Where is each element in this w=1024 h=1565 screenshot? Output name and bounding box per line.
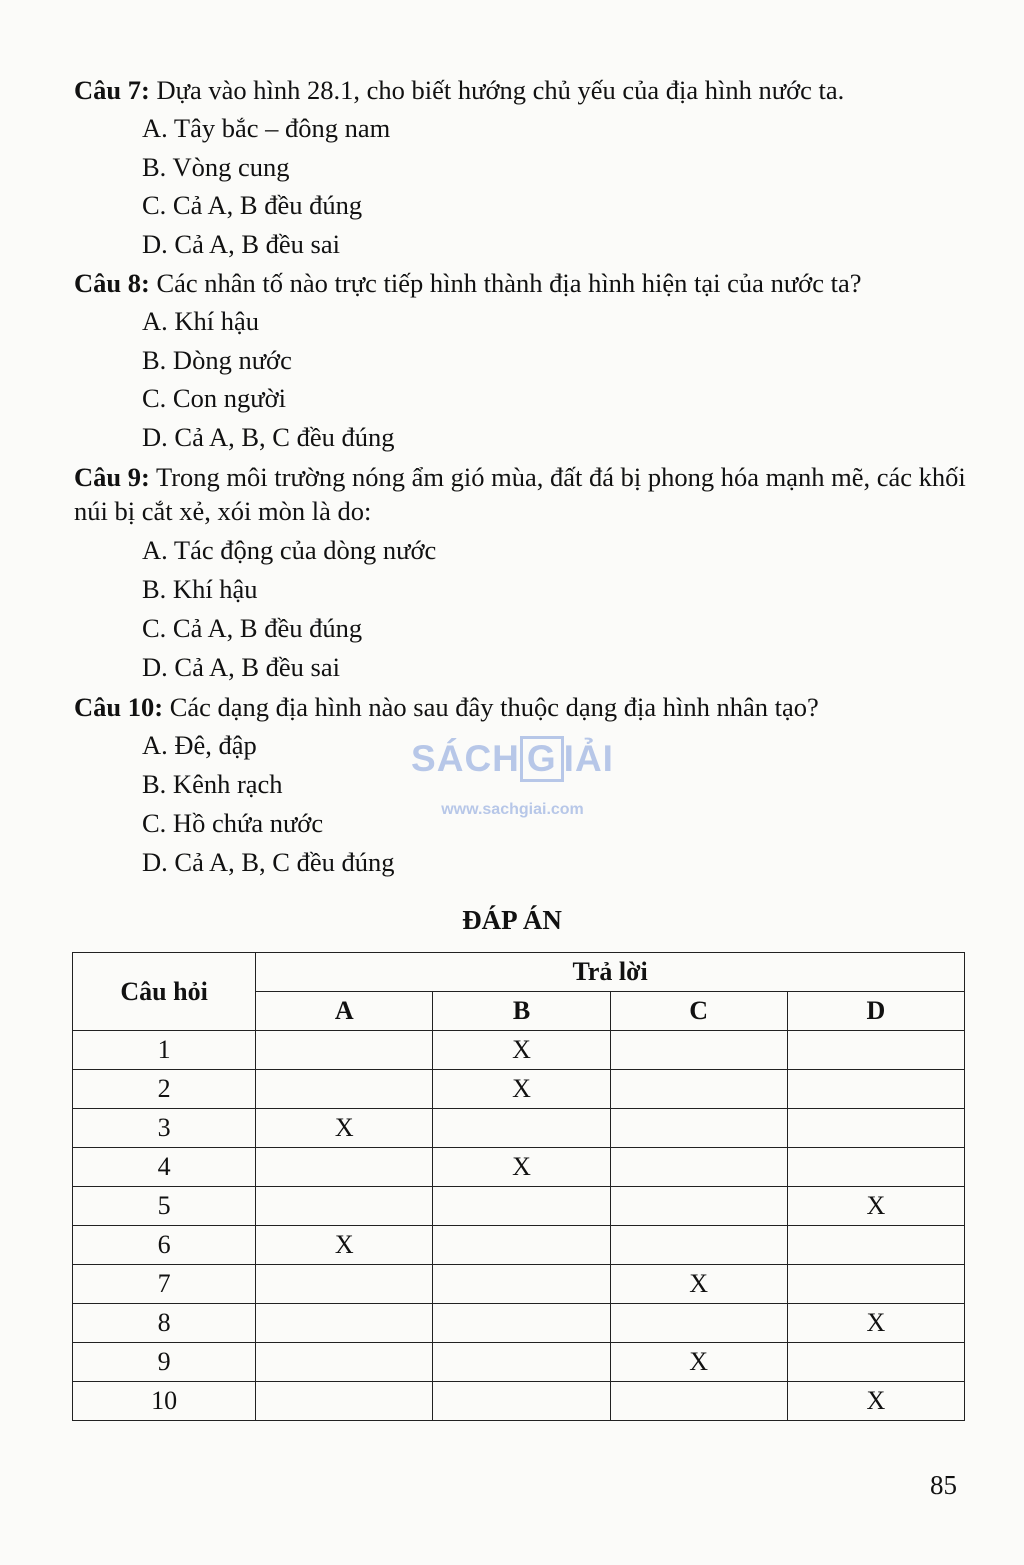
option-9a: A. Tác động của dòng nước: [142, 535, 437, 565]
header-col-d: D: [787, 992, 964, 1031]
option-9c: C. Cả A, B đều đúng: [142, 613, 363, 643]
answer-cell-a: [256, 1187, 433, 1226]
answer-cell-c: [610, 1187, 787, 1226]
table-row: [73, 1031, 965, 1070]
question-label: Câu 9:: [74, 462, 150, 492]
answer-cell-d: [787, 1148, 964, 1187]
question-number-cell: 2: [73, 1070, 256, 1109]
table-row: [73, 1070, 965, 1109]
option-9b: B. Khí hậu: [142, 574, 258, 604]
answer-cell-c: X: [610, 1265, 787, 1304]
answer-cell-b: [433, 1109, 610, 1148]
table-row: [73, 1187, 965, 1226]
table-row: [73, 1265, 965, 1304]
answer-cell-a: [256, 1148, 433, 1187]
answer-cell-b: X: [433, 1031, 610, 1070]
table-row: [73, 1382, 965, 1421]
answer-cell-d: X: [787, 1304, 964, 1343]
question-number-cell: 10: [73, 1382, 256, 1421]
answer-cell-c: X: [610, 1343, 787, 1382]
answer-cell-d: [787, 1109, 964, 1148]
question-number-cell: 4: [73, 1148, 256, 1187]
question-text: Các dạng địa hình nào sau đây thuộc dạng địa hình nhân tạo?: [163, 692, 819, 722]
answer-cell-d: [787, 1265, 964, 1304]
question-number-cell: 7: [73, 1265, 256, 1304]
answer-cell-a: [256, 1031, 433, 1070]
watermark-logo: SÁCH G IẢI: [410, 735, 615, 783]
option-9d: D. Cả A, B đều sai: [142, 652, 340, 682]
answer-cell-d: [787, 1070, 964, 1109]
option-10b: B. Kênh rạch: [142, 769, 283, 799]
header-col-b: B: [433, 992, 610, 1031]
watermark-url: www.sachgiai.com: [441, 801, 584, 818]
answer-cell-c: [610, 1304, 787, 1343]
question-number-cell: 1: [73, 1031, 256, 1070]
header-col-c: C: [610, 992, 787, 1031]
answer-key-title: ĐÁP ÁN: [462, 905, 562, 935]
answer-cell-c: [610, 1226, 787, 1265]
question-number-cell: 9: [73, 1343, 256, 1382]
option-10c: C. Hồ chứa nước: [142, 808, 324, 838]
answer-cell-a: [256, 1070, 433, 1109]
header-answer: Trả lời: [256, 953, 965, 992]
answer-cell-b: X: [433, 1070, 610, 1109]
table-row: [73, 1304, 965, 1343]
option-10d: D. Cả A, B, C đều đúng: [142, 847, 395, 877]
answer-cell-a: [256, 1304, 433, 1343]
answer-cell-b: [433, 1226, 610, 1265]
option-7d: D. Cả A, B đều sai: [142, 229, 340, 259]
answer-cell-d: [787, 1343, 964, 1382]
option-7c: C. Cả A, B đều đúng: [142, 190, 363, 220]
question-text: Các nhân tố nào trực tiếp hình thành địa hình hiện tại của nước ta?: [149, 268, 862, 298]
answer-cell-b: [433, 1187, 610, 1226]
question-text: Trong môi trường nóng ẩm gió mùa, đất đá bị phong hóa mạnh mẽ, các khối núi bị cắt xẻ, xói mòn là do:: [74, 462, 966, 526]
option-8a: A. Khí hậu: [142, 306, 260, 336]
question-text: Dựa vào hình 28.1, cho biết hướng chủ yếu của địa hình nước ta.: [149, 75, 845, 105]
answer-cell-b: [433, 1304, 610, 1343]
question-number-cell: 3: [73, 1109, 256, 1148]
table-row: [73, 1226, 965, 1265]
question-label: Câu 8:: [74, 268, 150, 298]
option-7b: B. Vòng cung: [142, 152, 290, 182]
answer-cell-c: [610, 1109, 787, 1148]
answer-cell-a: X: [256, 1109, 433, 1148]
question-8: [74, 266, 974, 300]
table-row: [73, 1148, 965, 1187]
table-row: [73, 1343, 965, 1382]
answer-cell-d: X: [787, 1187, 964, 1226]
question-number-cell: 5: [73, 1187, 256, 1226]
answer-cell-c: [610, 1070, 787, 1109]
question-label: Câu 10:: [74, 692, 164, 722]
question-9: [74, 460, 974, 528]
answer-cell-d: X: [787, 1382, 964, 1421]
answer-cell-c: [610, 1031, 787, 1070]
question-10: [74, 690, 974, 724]
watermark: [410, 735, 615, 835]
answer-cell-d: [787, 1226, 964, 1265]
option-8d: D. Cả A, B, C đều đúng: [142, 422, 395, 452]
question-number-cell: 6: [73, 1226, 256, 1265]
question-number-cell: 8: [73, 1304, 256, 1343]
answer-table-body: [73, 1031, 965, 1421]
option-7a: A. Tây bắc – đông nam: [142, 113, 391, 143]
answer-cell-c: [610, 1382, 787, 1421]
answer-cell-b: [433, 1382, 610, 1421]
answer-table: [72, 952, 965, 1421]
option-8c: C. Con người: [142, 383, 286, 413]
answer-cell-b: [433, 1343, 610, 1382]
header-question: Câu hỏi: [73, 953, 256, 1031]
question-7: [74, 73, 974, 107]
table-row: [73, 1109, 965, 1148]
answer-cell-a: [256, 1265, 433, 1304]
answer-cell-d: [787, 1031, 964, 1070]
question-label: Câu 7:: [74, 75, 150, 105]
answer-cell-c: [610, 1148, 787, 1187]
answer-cell-a: [256, 1343, 433, 1382]
option-8b: B. Dòng nước: [142, 345, 292, 375]
answer-cell-a: X: [256, 1226, 433, 1265]
header-col-a: A: [256, 992, 433, 1031]
page-number: 85: [930, 1470, 957, 1500]
answer-cell-a: [256, 1382, 433, 1421]
answer-cell-b: [433, 1265, 610, 1304]
watermark-logo-box: G: [520, 736, 564, 782]
answer-cell-b: X: [433, 1148, 610, 1187]
option-10a: A. Đê, đập: [142, 730, 257, 760]
